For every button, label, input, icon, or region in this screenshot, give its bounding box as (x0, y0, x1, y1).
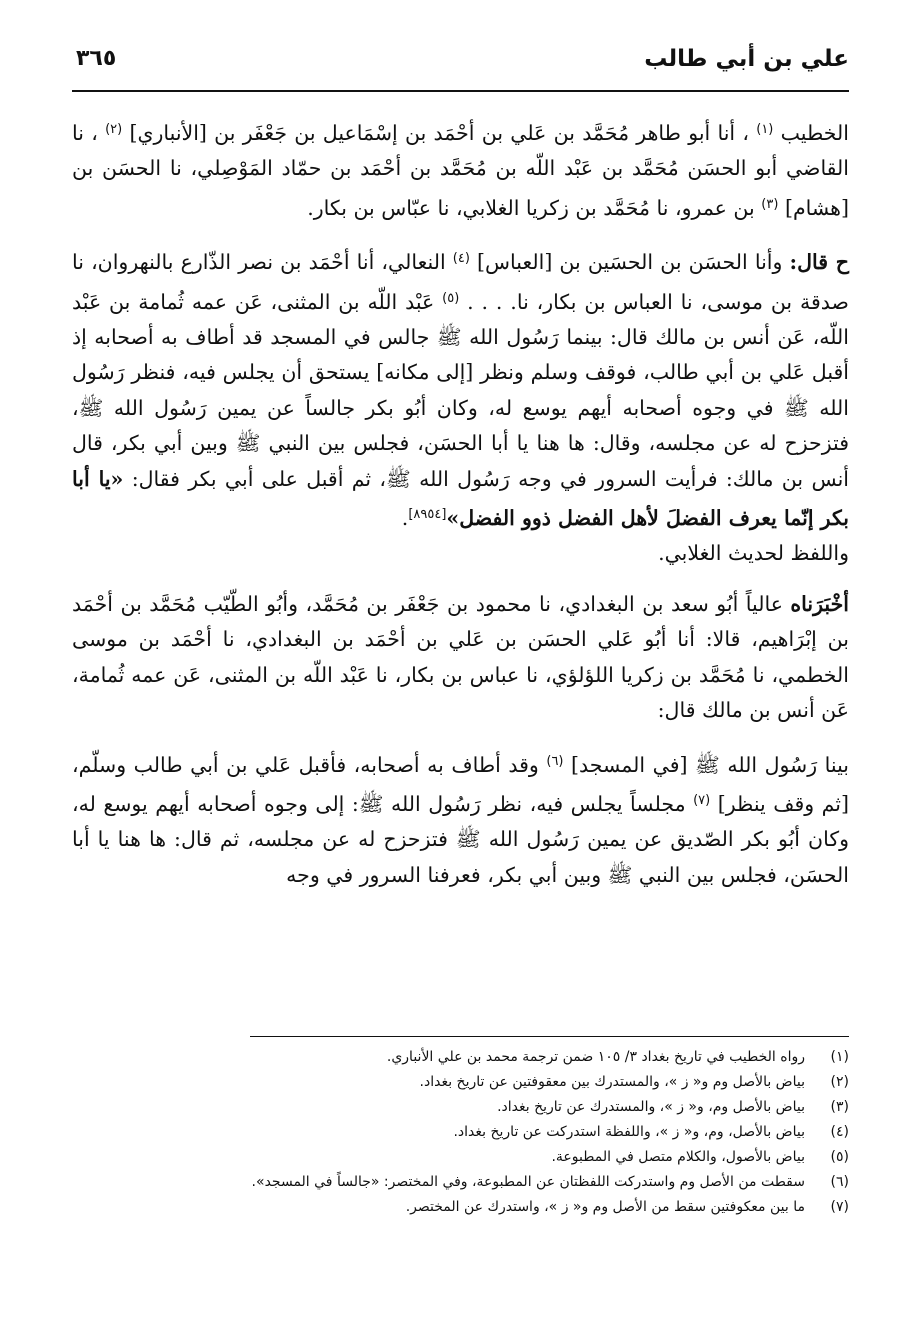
footnote-text: ما بين معكوفتين سقط من الأصل وم و« ز »، واستدرك عن المختصر. (405, 1199, 805, 1215)
text-segment: واللفظ لحديث الغلابي. (658, 541, 849, 566)
footnote-ref: (٣) (761, 196, 779, 212)
footnote-number: (٢) (830, 1074, 849, 1090)
footnote-ref: (٥) (442, 290, 460, 306)
text-segment: بينا رَسُول الله ﷺ [في المسجد] (571, 752, 849, 777)
footnote-ref: (١) (756, 122, 774, 137)
main-text (72, 112, 849, 893)
footnote-text: سقطت من الأصل وم واستدركت اللفظتان عن المطبوعة، وفي المختصر: «جالساً في المسجد». (251, 1174, 805, 1190)
running-title: علي بن أبي طالب (644, 46, 849, 72)
footnote-number: (٣) (830, 1099, 849, 1115)
footnote-ref: (٤) (452, 251, 470, 267)
footnote-text: بياض بالأصل وم، و« ز »، والمستدرك عن تاريخ بغداد. (497, 1099, 805, 1115)
hadith-reference-number: [٨٩٥٤] (408, 507, 447, 523)
paragraph-2 (72, 241, 849, 536)
footnote-ref: (٧) (693, 792, 711, 808)
paragraph-lead: ح قال: (789, 250, 849, 275)
text-segment: ، أنا أبو طاهر مُحَمَّد بن عَلي بن أحْمَد بن إسْمَاعيل بن جَعْفَر بن [الأنباري] (129, 121, 749, 145)
paragraph-1 (72, 112, 849, 226)
hadith-quote: «يا أبا بكر إنّما يعرف الفضلَ لأهل الفضل ذوو الفضل» (72, 466, 849, 531)
page-number: ٣٦٥ (76, 46, 117, 71)
text-segment: . (401, 506, 409, 531)
paragraph-5 (72, 744, 849, 894)
footnotes (72, 1045, 849, 1220)
footnote-item (72, 1070, 849, 1095)
footnote-item (72, 1170, 849, 1195)
footnote-item (72, 1045, 849, 1070)
footnote-item (72, 1095, 849, 1120)
footnote-text: بياض بالأصل، وم، و« ز »، واللفظة استدركت عن تاريخ بغداد. (453, 1124, 805, 1140)
text-segment: ، نا القاضي أبو الحسَن مُحَمَّد بن عَبْد اللّه بن مُحَمَّد بن أحْمَد بن حمّاد المَوْصِلي، نا الحسَن بن [هشام] (72, 121, 849, 220)
text-segment: عالياً أبُو سعد بن البغدادي، نا محمود بن جَعْفَر بن مُحَمَّد، وأبُو الطّيّب مُحَمَّد بن أحْمَد بن إبْرَاهيم، قالا: أنا أبُو عَلي الحسَن بن عَلي بن أحْمَد بن البغدادي، نا أحْمَد بن موسى الخطمي، نا مُحَمَّد بن زكريا اللؤلؤي، نا عباس بن بكار، نا عَبْد اللّه بن المثنى، عَن عمه ثُمامة، عَن أنس بن مالك قال: (72, 591, 849, 723)
paragraph-3 (72, 536, 849, 571)
paragraph-4 (72, 587, 849, 729)
page-header (72, 40, 849, 92)
footnote-ref: (٢) (105, 122, 123, 137)
footnote-ref: (٦) (546, 753, 564, 769)
text-segment: النعالي، أنا أحْمَد بن نصر الذّارع بالنهروان، نا صدقة بن موسى، نا العباس بن بكار، نا. . . . (72, 250, 849, 314)
paragraph-lead: أخْبَرَناه (790, 591, 849, 616)
text-segment: عَبْد اللّه بن المثنى، عَن عمه ثُمامة بن عَبْد اللّه، عَن أنس بن مالك قال: بينما رَسُول الله ﷺ جالس في المسجد قد أطاف به أصحابه إذ أقبل عَلي بن أبي طالب، فوقف وسلم ونظر [إلى مكانه] يستحق أن يجلس فيه، فنظر رَسُول الله ﷺ في وجوه أصحابه أيهم يوسع له، وكان أبُو بكر جالساً عن يمين رَسُول الله ﷺ، فتزحزح له عن مجلسه، وقال: ها هنا يا أبا الحسَن، فجلس بين النبي ﷺ وبين أبي بكر، قال أنس بن مالك: فرأيت السرور في وجه رَسُول الله ﷺ، ثم أقبل على أبي بكر فقال: (72, 289, 849, 491)
text-segment: بن عمرو، نا مُحَمَّد بن زكريا الغلابي، نا عبّاس بن بكار. (307, 195, 755, 220)
footnote-item (72, 1195, 849, 1220)
footnote-number: (٧) (830, 1199, 849, 1215)
footnote-number: (٦) (830, 1174, 849, 1190)
footnote-divider (250, 1036, 849, 1037)
footnote-item (72, 1145, 849, 1170)
footnote-number: (٤) (830, 1124, 849, 1140)
text-segment: مجلساً يجلس فيه، نظر رَسُول الله ﷺ: إلى وجوه أصحابه أيهم يوسع له، وكان أبُو بكر الصّديق عن يمين رَسُول الله ﷺ فتزحزح له عن مجلسه، ثم قال: ها هنا يا أبا الحسَن، فجلس بين النبي ﷺ وبين أبي بكر، فعرفنا السرور في وجه (72, 791, 849, 887)
footnote-number: (١) (830, 1049, 849, 1065)
text-segment: وقد أطاف به أصحابه، فأقبل عَلي بن أبي طالب وسلّم، [ثم وقف ينظر] (72, 752, 849, 816)
footnote-text: رواه الخطيب في تاريخ بغداد ٣/ ١٠٥ ضمن ترجمة محمد بن علي الأنباري. (386, 1049, 805, 1065)
footnote-text: بياض بالأصل وم و« ز »، والمستدرك بين معقوفتين عن تاريخ بغداد. (419, 1074, 805, 1090)
footnote-text: بياض بالأصول، والكلام متصل في المطبوعة. (551, 1149, 805, 1165)
footnote-number: (٥) (830, 1149, 849, 1165)
footnote-item (72, 1120, 849, 1145)
text-segment: وأنا الحسَن بن الحسَين بن [العباس] (477, 250, 783, 275)
text-segment: الخطيب (780, 121, 849, 145)
